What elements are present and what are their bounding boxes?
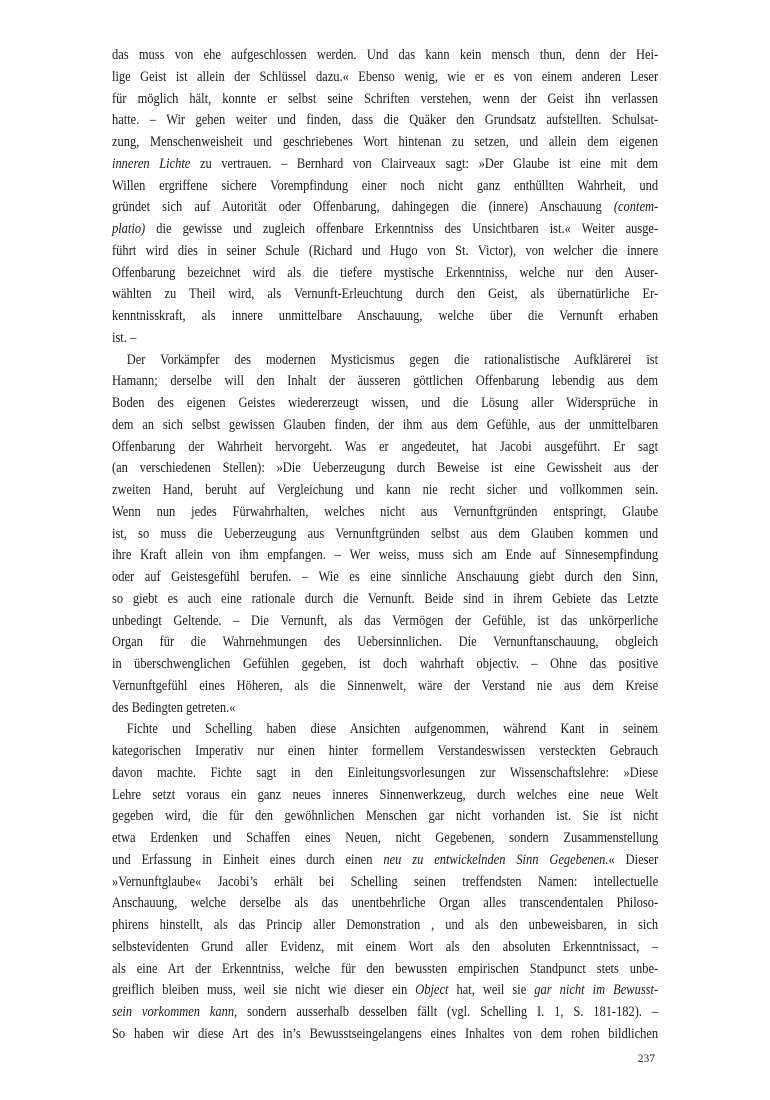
italic-text-segment: neu zu entwickelnden Sinn Gegebenen. <box>383 850 609 868</box>
italic-text-segment: sein vorkommen kann <box>112 1003 235 1020</box>
text-segment: etwa Erdenken und Schaffen eines Neuen, nicht Gegebenen, sondern Zusammenstellung <box>112 829 659 846</box>
text-line <box>112 631 658 653</box>
text-line <box>112 414 658 436</box>
text-line <box>112 283 658 305</box>
text-segment: so giebt es auch eine rationale durch die Vernunft. Beide sind in ihrem Gebiete das Letzte <box>112 589 659 607</box>
text-column <box>112 44 658 1045</box>
text-segment: dem an sich selbst gewissen Glauben finden, der ihm aus dem Gefühle, aus der unmittelbaren <box>112 415 659 433</box>
text-segment: gegeben wird, die für den gewöhnlichen Menschen gar nicht vorhanden ist. Sie ist nicht <box>112 807 659 825</box>
text-segment: Fichte und Schelling haben diese Ansichten aufgenommen, während Kant in seinem <box>126 720 659 738</box>
text-line <box>112 914 658 936</box>
text-line <box>112 175 658 197</box>
text-line <box>112 653 658 675</box>
text-line <box>112 66 658 88</box>
text-line <box>112 370 658 392</box>
text-segment: ihre Kraft allein von ihm empfangen. – Wer weiss, muss sich am Ende auf Sinnesempfindung <box>112 546 659 564</box>
text-line <box>112 740 658 762</box>
text-line <box>112 218 658 240</box>
text-segment: Lehre setzt voraus ein ganz neues inneres Sinnenwerkzeug, durch welches eine neue Welt <box>112 785 659 803</box>
text-segment: (an verschiedenen Stellen): »Die Ueberzeugung durch Beweise ist eine Gewissheit aus der <box>112 459 659 477</box>
text-line <box>112 131 658 153</box>
page-number: 237 <box>637 1053 655 1065</box>
text-segment: zung, Menschenweisheit und geschriebenes Wort hintenan zu setzen, und allein dem eigenen <box>112 133 659 150</box>
text-segment: »Vernunftglaube« Jacobi’s erhält bei Schelling seinen treffendsten Namen: intellectuelle <box>112 872 659 890</box>
text-segment: führt wird dies in seiner Schule (Richard und Hugo von St. Victor), von welcher die innere <box>112 241 659 259</box>
text-segment: greiflich bleiben muss, weil sie nicht wie dieser ein <box>112 981 416 999</box>
text-segment: Organ für die Wahrnehmungen des Uebersinnlichen. Die Vernunftanschauung, obgleich <box>112 633 659 651</box>
italic-text-segment: platio) <box>112 220 146 237</box>
text-segment: unbedingt Geltende. – Die Vernunft, als das Vermögen der Gefühle, ist das unkörperliche <box>112 611 659 629</box>
text-line <box>112 979 658 1001</box>
text-segment: ist, so muss die Ueberzeugung aus Vernunftgründen selbst aus dem Glauben kommen und <box>112 524 659 542</box>
text-segment: So haben wir diese Art des in’s Bewusstseingelangens eines Inhaltes von dem rohen bildlichen <box>112 1024 659 1042</box>
text-segment: phirens hinstellt, als das Princip aller Demonstration , und als den unbeweisbaren, in sich <box>112 916 659 933</box>
text-segment: und Erfassung in Einheit eines durch einen <box>112 850 384 868</box>
text-segment: zu vertrauen. – Bernhard von Clairveaux sagt: »Der Glaube ist eine mit dem <box>190 154 659 172</box>
text-segment: Der Vorkämpfer des modernen Mysticismus gegen die rationalistische Aufklärerei ist <box>126 350 659 368</box>
text-segment: für möglich hält, konnte er selbst seine Schriften verstehen, wenn der Geist ihn verlassen <box>112 89 659 107</box>
text-line <box>112 436 658 458</box>
text-line <box>112 305 658 327</box>
text-segment: zweiten Hand, beruht auf Vergleichung und kann nie recht sicher und vollkommen sein. <box>112 481 659 498</box>
text-line <box>112 784 658 806</box>
text-segment: oder auf Geistesgefühl berufen. – Wie es eine sinnliche Anschauung giebt durch den Sinn, <box>112 568 659 585</box>
text-segment: « Dieser <box>608 850 659 868</box>
text-line <box>112 871 658 893</box>
text-segment: das muss von ehe aufgeschlossen werden. Und das kann kein mensch thun, denn der Hei- <box>112 46 659 63</box>
text-line <box>112 479 658 501</box>
text-line <box>112 523 658 545</box>
text-line <box>112 827 658 849</box>
text-segment: Boden des eigenen Geistes wiedererzeugt wissen, und die Lösung aller Widersprüche in <box>112 394 659 411</box>
text-segment: wählten zu Theil wird, als Vernunft-Erleuchtung durch den Geist, als übernatürliche Er- <box>112 285 659 303</box>
text-line <box>112 958 658 980</box>
text-line <box>112 849 658 871</box>
text-segment: hat, weil sie <box>448 981 535 999</box>
text-segment: Wenn nun jedes Fürwahrhalten, welches nicht aus Vernunftgründen entspringt, Glaube <box>112 502 659 520</box>
text-line <box>112 262 658 284</box>
text-segment: ist. – <box>112 328 137 346</box>
text-segment: lige Geist ist allein der Schlüssel dazu.« Ebenso wenig, wie er es von einem anderen Leser <box>112 67 659 85</box>
text-segment: selbstevidenten Grund aller Evidenz, mit einem Wort als den absoluten Erkenntnissact, – <box>112 937 659 955</box>
text-line <box>112 588 658 610</box>
text-segment: Vernunftgefühl eines Höheren, als die Sinnenwelt, wäre der Verstand nie aus dem Kreise <box>112 676 659 694</box>
text-segment: als eine Art der Erkenntniss, welche für den bewussten empirischen Standpunct stets unbe- <box>112 959 659 977</box>
text-line <box>112 762 658 784</box>
text-segment: Offenbarung der Wahrheit hervorgeht. Was er angedeutet, hat Jacobi ausgeführt. Er sagt <box>112 437 659 455</box>
text-segment: hatte. – Wir gehen weiter und finden, dass die Quäker den Grundsatz aufstellten. Schulsat- <box>112 111 659 129</box>
text-line <box>112 610 658 632</box>
italic-text-segment: Object <box>415 981 449 999</box>
text-segment: gründet sich auf Autorität oder Offenbarung, dahingegen die (innere) Anschauung <box>112 198 614 216</box>
text-line <box>112 544 658 566</box>
text-segment: davon machte. Fichte sagt in den Einleitungsvorlesungen zur Wissenschaftslehre: »Diese <box>112 763 659 781</box>
text-line <box>112 936 658 958</box>
text-line <box>112 457 658 479</box>
text-line <box>112 1023 658 1045</box>
text-segment: kenntnisskraft, als innere unmittelbare Anschauung, welche über die Vernunft erhaben <box>112 307 659 324</box>
text-line <box>112 697 658 719</box>
text-line <box>112 1001 658 1023</box>
text-segment: Offenbarung bezeichnet wird als die tiefere mystische Erkenntniss, welche nur den Auser- <box>112 263 659 281</box>
text-line <box>112 566 658 588</box>
text-line <box>112 88 658 110</box>
text-segment: die gewisse und zugleich offenbare Erkenntniss des Unsichtbaren ist.« Weiter ausge- <box>145 220 659 237</box>
text-line <box>112 240 658 262</box>
text-segment: des Bedingten getreten.« <box>112 698 236 716</box>
text-line <box>112 392 658 414</box>
text-line <box>112 501 658 523</box>
text-segment: Hamann; derselbe will den Inhalt der äusseren göttlichen Offenbarung lebendig aus dem <box>112 372 659 390</box>
text-line <box>112 892 658 914</box>
text-line <box>112 109 658 131</box>
italic-text-segment: inneren Lichte <box>112 154 191 172</box>
text-line <box>112 44 658 66</box>
italic-text-segment: (contem- <box>613 198 659 216</box>
italic-text-segment: gar nicht im Bewusst- <box>534 981 659 999</box>
text-line <box>112 718 658 740</box>
text-line <box>112 196 658 218</box>
text-segment: in überschwenglichen Gefühlen gegeben, ist doch wahrhaft objectiv. – Ohne das positive <box>112 655 659 672</box>
text-segment: kategorischen Imperativ nur einen hinter formellem Verstandeswissen versteckten Gebrauch <box>112 742 659 759</box>
text-segment: Anschauung, welche derselbe als das unentbehrliche Organ alles transcendentalen Philoso- <box>112 894 659 912</box>
text-line <box>112 675 658 697</box>
text-segment: , sondern ausserhalb desselben fällt (vgl. Schelling I. 1, S. 181-182). – <box>234 1003 659 1020</box>
text-line <box>112 805 658 827</box>
text-line <box>112 327 658 349</box>
text-segment: Willen ergriffene sichere Vorempfindung einer noch nicht ganz enthüllten Wahrheit, und <box>112 176 659 194</box>
text-line <box>112 153 658 175</box>
text-line <box>112 349 658 371</box>
